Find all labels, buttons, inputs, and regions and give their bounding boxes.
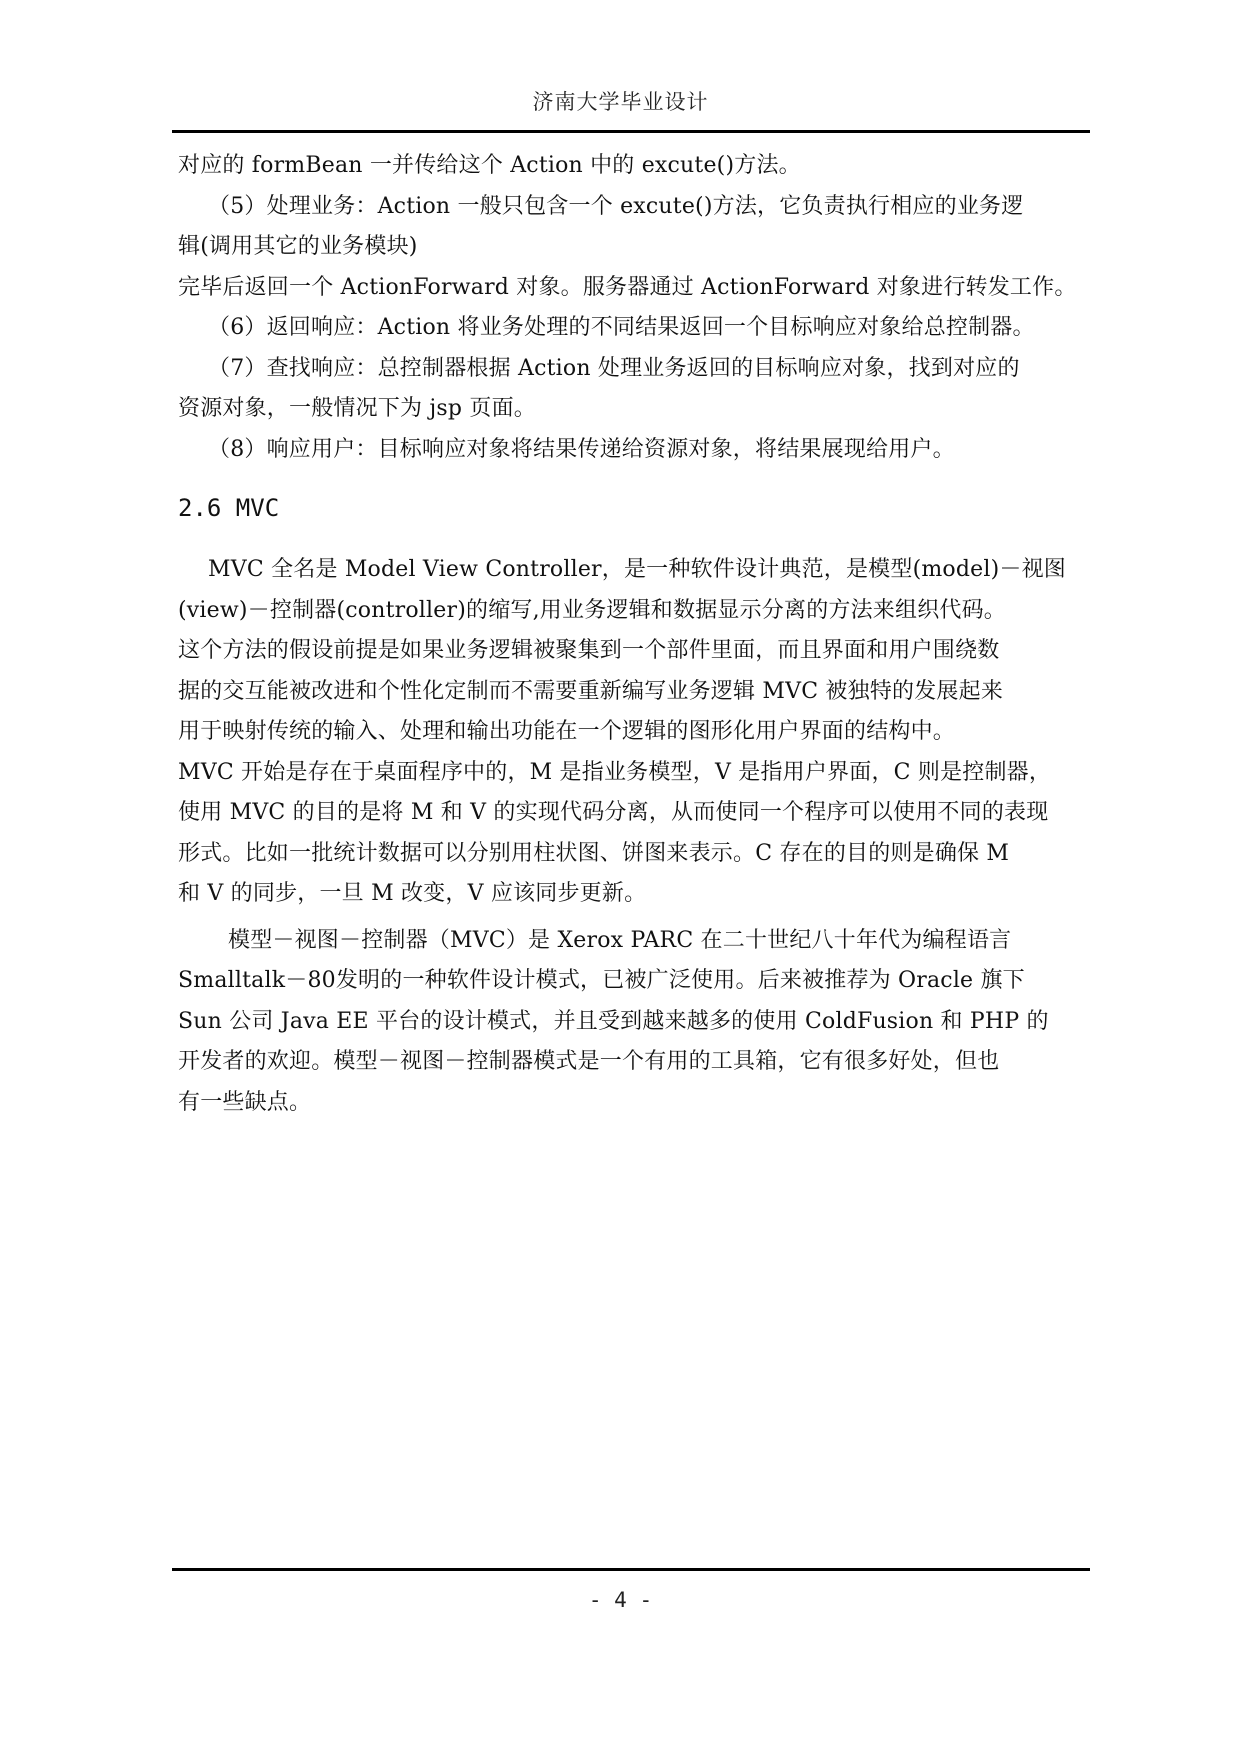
body-line: MVC 全名是 Model View Controller，是一种软件设计典范，是模型(model)－视图 <box>208 557 1066 582</box>
body-line: 资源对象，一般情况下为 jsp 页面。 <box>178 396 536 421</box>
body-line: (view)－控制器(controller)的缩写,用业务逻辑和数据显示分离的方法来组织代码。 <box>178 597 1006 623</box>
body-line: Sun 公司 Java EE 平台的设计模式，并且受到越来越多的使用 ColdFusion 和 PHP 的 <box>178 1008 1049 1034</box>
page-number: - 4 - <box>588 1588 653 1612</box>
body-line: 开发者的欢迎。模型－视图－控制器模式是一个有用的工具箱，它有很多好处，但也 <box>178 1049 1000 1074</box>
header-rule <box>172 130 1090 133</box>
body-line: 形式。比如一批统计数据可以分别用柱状图、饼图来表示。C 存在的目的则是确保 M <box>178 840 1010 866</box>
body-line: 据的交互能被改进和个性化定制而不需要重新编写业务逻辑 MVC 被独特的发展起来 <box>178 678 1004 704</box>
body-line: MVC 开始是存在于桌面程序中的，M 是指业务模型，V 是指用户界面，C 则是控制器， <box>178 759 1052 785</box>
body-line: 完毕后返回一个 ActionForward 对象。服务器通过 ActionForward 对象进行转发工作。 <box>178 274 1077 300</box>
body-line: （6）返回响应：Action 将业务处理的不同结果返回一个目标响应对象给总控制器。 <box>208 315 1035 340</box>
body-line: 和 V 的同步，一旦 M 改变，V 应该同步更新。 <box>178 881 647 906</box>
section-heading: 2.6 MVC <box>178 494 280 522</box>
body-line: 使用 MVC 的目的是将 M 和 V 的实现代码分离，从而使同一个程序可以使用不同的表现 <box>178 800 1049 825</box>
body-line: 辑(调用其它的业务模块) <box>178 234 418 259</box>
mvc-paragraph-3 <box>178 921 1093 1124</box>
mvc-paragraph-1 <box>178 550 1093 753</box>
running-header: 济南大学毕业设计 <box>532 90 709 114</box>
body-line: 模型－视图－控制器（MVC）是 Xerox PARC 在二十世纪八十年代为编程语言 <box>228 927 1012 953</box>
process-steps-block <box>178 146 1093 470</box>
body-line: （7）查找响应：总控制器根据 Action 处理业务返回的目标响应对象，找到对应的 <box>208 355 1020 381</box>
body-line: 对应的 formBean 一并传给这个 Action 中的 excute()方法。 <box>178 153 801 178</box>
body-line: （5）处理业务：Action 一般只包含一个 excute()方法，它负责执行相应的业务逻 <box>208 193 1024 219</box>
page-content <box>178 146 1093 1123</box>
body-line: Smalltalk－80发明的一种软件设计模式，已被广泛使用。后来被推荐为 Oracle 旗下 <box>178 968 1025 993</box>
body-line: 这个方法的假设前提是如果业务逻辑被聚集到一个部件里面，而且界面和用户围绕数 <box>178 638 1000 663</box>
footer-rule <box>172 1568 1090 1571</box>
body-line: （8）响应用户：目标响应对象将结果传递给资源对象，将结果展现给用户。 <box>208 436 955 462</box>
body-line: 用于映射传统的输入、处理和输出功能在一个逻辑的图形化用户界面的结构中。 <box>178 719 956 744</box>
mvc-paragraph-2 <box>178 753 1093 915</box>
body-line: 有一些缺点。 <box>178 1089 312 1115</box>
